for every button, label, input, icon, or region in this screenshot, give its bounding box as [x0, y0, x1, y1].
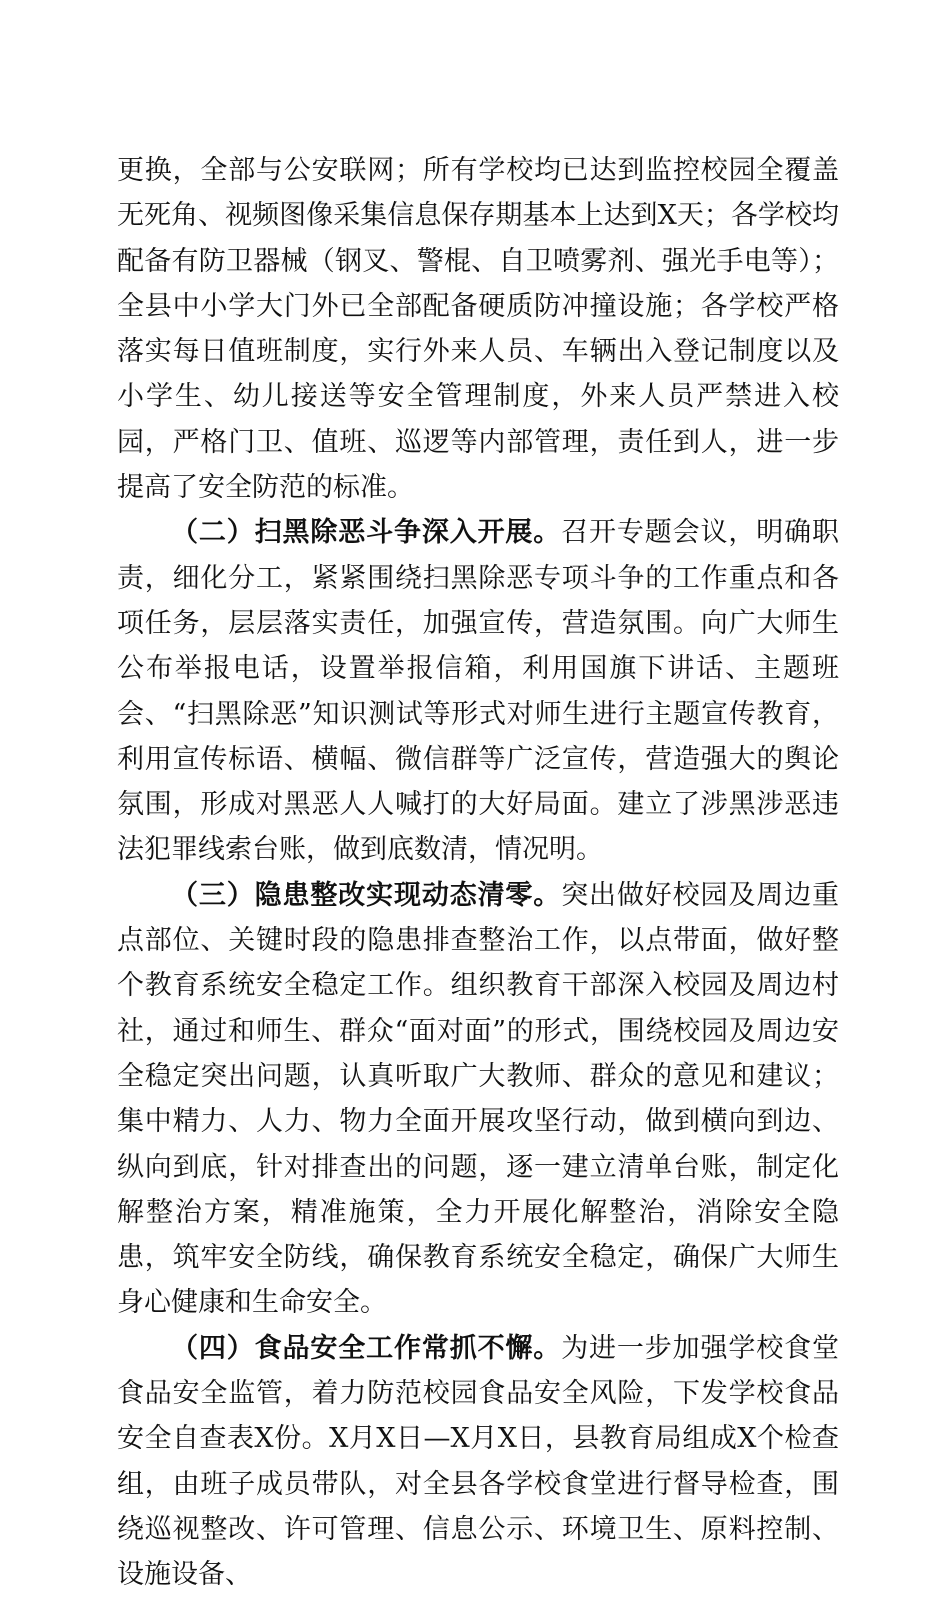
- paragraph-section-2: [117, 510, 839, 872]
- paragraph-continuation: [117, 148, 839, 510]
- paragraph-text: 为进一步加强学校食堂食品安全监管，着力防范校园食品安全风险，下发学校食品安全自查表X份。X月X日—X月X日，县教育局组成X个检查组，由班子成员带队，对全县各学校食堂进行督导检查，围绕巡视整改、许可管理、信息公示、环境卫生、原料控制、设施设备、: [117, 1332, 840, 1591]
- paragraph-text: 突出做好校园及周边重点部位、关键时段的隐患排查整治工作，以点带面，做好整个教育系统安全稳定工作。组织教育干部深入校园及周边村社，通过和师生、群众“面对面”的形式，围绕校园及周边安全稳定突出问题，认真听取广大教师、群众的意见和建议；集中精力、人力、物力全面开展攻坚行动，做到横向到边、纵向到底，针对排查出的问题，逐一建立清单台账，制定化解整治方案，精准施策，全力开展化解整治，消除安全隐患，筑牢安全防线，确保教育系统安全稳定，确保广大师生身心健康和生命安全。: [117, 879, 840, 1319]
- paragraph-text: 更换，全部与公安联网；所有学校均已达到监控校园全覆盖无死角、视频图像采集信息保存期基本上达到X天；各学校均配备有防卫器械（钢叉、警棍、自卫喷雾剂、强光手电等）；全县中小学大门外已全部配备硬质防冲撞设施；各学校严格落实每日值班制度，实行外来人员、车辆出入登记制度以及小学生、幼儿接送等安全管理制度，外来人员严禁进入校园，严格门卫、值班、巡逻等内部管理，责任到人，进一步提高了安全防范的标准。: [117, 155, 839, 504]
- paragraph-section-4: [117, 1326, 839, 1598]
- section-heading: （四）食品安全工作常抓不懈。: [171, 1332, 562, 1364]
- paragraph-section-3: [117, 873, 839, 1326]
- document-body: [117, 148, 839, 1598]
- paragraph-text: 召开专题会议，明确职责，细化分工，紧紧围绕扫黑除恶专项斗争的工作重点和各项任务，层层落实责任，加强宣传，营造氛围。向广大师生公布举报电话，设置举报信箱，利用国旗下讲话、主题班会、“扫黑除恶”知识测试等形式对师生进行主题宣传教育，利用宣传标语、横幅、微信群等广泛宣传，营造强大的舆论氛围，形成对黑恶人人喊打的大好局面。建立了涉黑涉恶违法犯罪线索台账，做到底数清，情况明。: [117, 517, 840, 866]
- section-heading: （二）扫黑除恶斗争深入开展。: [171, 517, 562, 549]
- section-heading: （三）隐患整改实现动态清零。: [171, 879, 562, 911]
